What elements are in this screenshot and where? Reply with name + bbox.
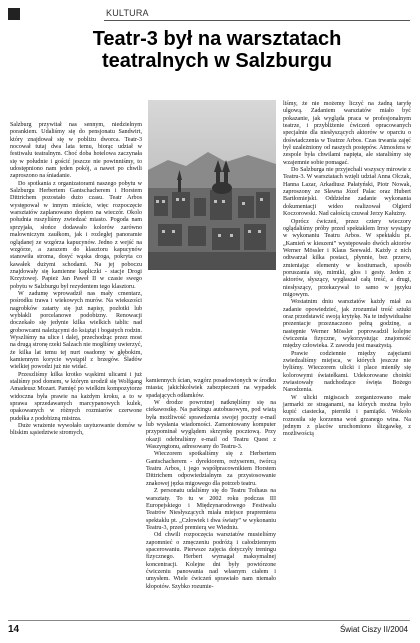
header-rule (104, 20, 410, 21)
page-number: 14 (8, 624, 20, 635)
paragraph: liśmy, że nie możemy liczyć na żadną taryfę ulgową. Zadaniem warsztatów miało być pokazanie, jak wygląda praca w profesjonalnym teatrze, i przybliżenie ćwiczeń opracowanych specjalnie dla niesłyszących aktorów w oparciu o doświadczenia w Teatrze Arbos. Czas trwania zajęć był uzależniony od naszych postępów. Atmosfera w zespole była chwilami napięta, ale staraliśmy się wzajemnie sobie pomagać. (283, 101, 411, 166)
corner-marker (8, 8, 20, 20)
paragraph: Prawie codziennie między zajęciami zwiedzaliśmy miejsca, w których jeszcze nie byliśmy. Wieczorem ulicki i place mieniły się kolorowymi światełkami. Udekorowane choinki zwiastowały nadchodzące święta Bożego Narodzenia. (283, 350, 411, 394)
paragraph: Wostatnim dniu warsztatów każdy miał za zadanie opowiedzieć, jak zrozumiał treść sztuki oraz przedstawić swoją krytykę. Na te indywidualne prezentacje przeznaczono pełną godzinę, a następnie Werner Mössler poprowadził kolejne ćwiczenia fizyczne, wykorzystując znajomość między człowieka. Z zawodu jest masażystą. (283, 299, 411, 350)
column-3 (283, 101, 411, 439)
paragraph: W ulicki migiscach zorganizowano małe jarmarki ze straganami, na których można było kupić ciastecka, pierniki i pamiątki. Wokoło roznosiła się korzenna woń grzanego wina. Na jednym z placów uruchomiono ślizgawkę, z możliwością (283, 394, 411, 438)
paragraph: Salzburg przywitał nas sennym, niedzielnym porankiem. Udaliśmy się do pensjonatu Sandwirt, który znajdował się w pobliżu dworca. Teatr-3 nocował tutaj dwa lata temu, biorąc udział w festiwalu teatralnym. Choć doba hotelowa zaczynała się w południe i gościć jeszcze nie powinniśmy, to udostępniono nam jeden pokój, a nawet po chwili zaproszono na śniadanie. (10, 122, 142, 180)
article-headline: Teatr-3 był na warsztatach teatralnych w Salzburgu (92, 28, 342, 72)
column-1 (10, 122, 142, 438)
column-2 (146, 378, 276, 591)
publication-footer: Świat Ciszy II/2004 (339, 625, 408, 634)
paragraph: Przeszliśmy kilka krotko wąskimi ulicami i już staliśmy pod domem, w którym urodził się Wolfgang Amadeusz Mozart. Pamięć po wielkim kompozytorze widoczna była prawie na każdym kroku, a to w sprawa sprzedawanych marcypanowych kulek, opakowanych w różnych rozmiarów czerwone pudełka z podobizną mistrza. (10, 371, 142, 422)
paragraph: Do spotkania z organizatorami naszego pobytu w Salzburgu Herbertem Gantschacherem i Horstem Dittrichem pozostało dużo czasu. Teatr Arbos występował w innym mieście, więc rozpoczęcie warsztatów zaplanowano dopiero na wieczór. Okolo południa ruszyliśmy zwiedzać miasto. Pogoda nam sprzyjała, słońce dodawało kolorów zarówno malowniczym zaułkom, jak i rozległej panoramie oglądanej ze wzgórza kapucynów. Jedno z wejść na wzgórze, a zarazem do klasztoru kapucynów stanowiła stroma, dosyć wąska droga, pokryta co kawałek dużymi schodami. Na jej poboczu znajdowały się kamienne kapliczki - stacje Drogi Krzyżowej. Papież Jan Paweł II w czasie swego pobytu w Salzburgu był rezydentem tego klasztoru. (10, 180, 142, 290)
footer-rule (8, 620, 410, 621)
paragraph: Duże wrażenie wywołało usytuowanie domów w bliskim sąsiedztwie stromych, (10, 423, 142, 437)
paragraph: Z personatu udaliśmy się do Teatru Toihaus na warsztaty. To tu w 2002 roku podczas III Europejskiego i Międzynarodowego Festiwalu Teatrów Niesłyszących miała miejsce prapremiera spektaklu pt. „Człowiek i dwa światy” w wykonaniu Teatru-3, przed premierą we Wiedniu. (146, 488, 276, 531)
paragraph: kamiennych ścian, wzgórz posadowionych w środku miasta; jakichkolwiek zabezpieczeń na wypadek spadających odłamków. (146, 378, 276, 399)
paragraph: Do Salzburga nie przyjechali wszyscy mirowie z Teatru-3. W warsztatach wzięli udział Anna Olczak, Hanna Lazar, Arkadiusz Pałatyński, Piotr Nowak, zaproszony ze Sławna Józef Palac oraz Hubert Bartłomiejski. Oddzielne zadanie wykonania dokumentacji wideo realizował Olgierd Koczorowski. Nad całością czuwał Jerzy Kałużny. (283, 167, 411, 218)
paragraph: Od chwili rozpoczęcia warsztatów musieliśmy zapomnieć o zmęczeniu podróżą i całodziennym spacerowaniu. Pierwsze zajęcia dotyczyły treningu fizycznego. Herbert wymagał maksymalnej koncentracji. Kolejne dni były powtórzone ćwiczeniu panowania nad własnym ciałem i umysłem. Wiele ćwiczeń sprawiało nam niemało kłopotów. Szybko rozumie- (146, 532, 276, 590)
salzburg-photo (148, 100, 276, 270)
section-label: KULTURA (106, 8, 149, 18)
city-panorama-image (148, 100, 276, 270)
paragraph: W zadumę wprowadził nas mały cmentarz, pośrodku trawa i wiekowych murów. Na wiekszości nagrobków zatarty się już napisy, pozłotki lub wybłakli porcelanowe podobizny. Renowacji doczekało się jedynie kilka wielkich tablic nad grobowcami należącymi do książąt i bogatych rodzin. Wyszliśmy na ulice i dalej, przechodząc przez most na drugą stronę rzeki Salzach nie mogliśmy uwierzyć, że kilka lat temu tej nurt osadomy w głębokim, kamiennym korycie wystąpił z brzegów. Śladów wielkiej powodzi już nie widać. (10, 290, 142, 371)
paragraph: Wieczorem spotkaliśmy się z Herbertem Gantschacherem - dyrektorem, reżyserem, twórcą Teatru Arbos, i jego współpracownikiem Horstem Dittrichem odpowiedzialnym za przystosowanie znakowej jęzka migowego dla potrzeb teatru. (146, 451, 276, 487)
paragraph: Oprócz ćwiczeń, przez cztery wieczory oglądaliśmy próby przed spektaklem Irrsy wystąpy w wykonaniu Teatru Arbos. W spektaklu pt. „Kamień w kieszeni” występowało dwóch aktorów Werner Mössler i Klaus Seewald. Każdy z nich odtwarzał kilka postaci, płynnie, bez przerw, zmieniając elementy w kostiumach, sposób poruszania się, mimiki, głos i gesty. Jeden z aktorów, słyszący, wygłaszał całą treść, a drugi, niesłyszący, przekazywał to samo w języku migowym. (283, 218, 411, 298)
paragraph: W drodze powrotnej natknęliśmy się na ciekawostkę. Na parkingu autobusowym, pod wiatą była możliwość sprawdzenia swojej poczty e-mail lub wysłania wiadomości. Zamontowany komputer przypominał wyglądem skrzynkę pocztową. Przy okazji odebraliśmy e-mail od Teatru Quest z Waszyngtonu, adresowany do Teatru-3. (146, 400, 276, 451)
